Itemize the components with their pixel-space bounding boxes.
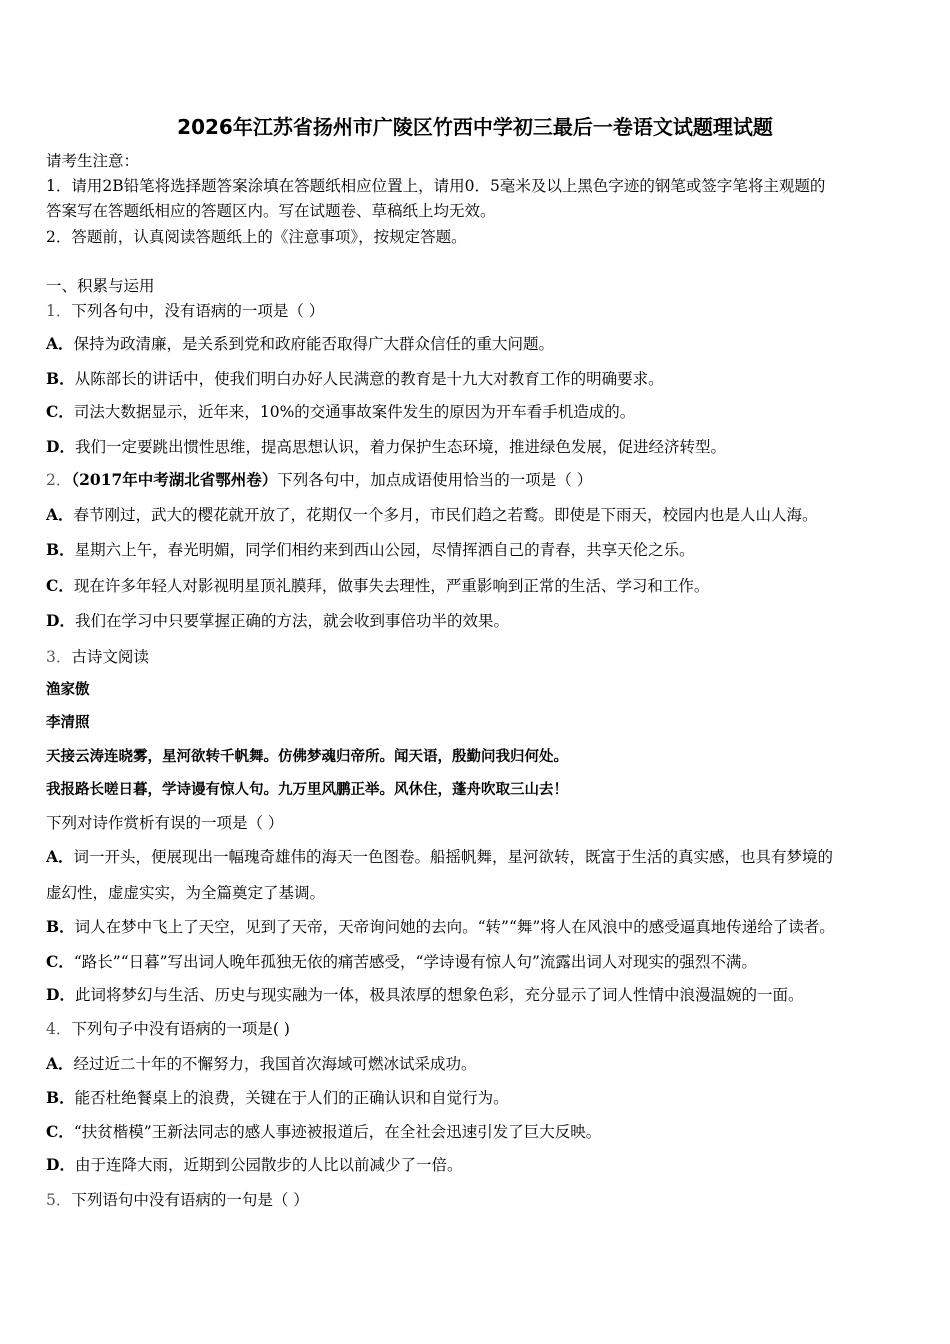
notice-line: 2．答题前，认真阅读答题纸上的《注意事项》，按规定答题。 <box>46 228 467 246</box>
option-text: 词一开头，便展现出一幅瑰奇雄伟的海天一色图卷。船摇帆舞，星河欲转，既富于生活的真实感，也具有梦境的 <box>73 848 834 866</box>
question-number: 4． <box>46 1020 72 1038</box>
question-5 <box>46 1190 309 1210</box>
option-text: 从陈部长的讲话中，使我们明白办好人民满意的教育是十九大对教育工作的明确要求。 <box>74 370 664 388</box>
option-text: 我们一定要跳出惯性思维，提高思想认识，着力保护生态环境，推进绿色发展，促进经济转型。 <box>74 438 726 456</box>
section-heading: 一、积累与运用 <box>46 277 155 295</box>
question-prompt: 下列对诗作赏析有误的一项是（ ） <box>46 814 284 832</box>
option-b <box>46 1088 509 1108</box>
question-3 <box>46 647 149 667</box>
option-label: B． <box>46 1088 75 1107</box>
option-b <box>46 369 664 389</box>
option-text: 司法大数据显示，近年来，10%的交通事故案件发生的原因为开车看手机造成的。 <box>73 403 636 421</box>
question-stem: 古诗文阅读 <box>71 648 149 666</box>
question-2 <box>46 470 592 490</box>
option-label: B． <box>46 369 75 388</box>
option-c <box>46 1122 601 1142</box>
notice-heading: 请考生注意： <box>46 152 140 170</box>
option-text: 经过近二十年的不懈努力，我国首次海域可燃冰试采成功。 <box>73 1055 477 1073</box>
notice-line: 答案写在答题纸相应的答题区内。写在试题卷、草稿纸上均无效。 <box>46 202 496 220</box>
option-label: A． <box>46 1054 74 1073</box>
question-number: 1． <box>46 302 72 320</box>
option-text: 此词将梦幻与生活、历史与现实融为一体，极具浓厚的想象色彩，充分显示了词人性情中浪漫温婉的一面。 <box>74 986 804 1004</box>
option-text: 词人在梦中飞上了天空，见到了天帝，天帝询问她的去向。“转”“舞”将人在风浪中的感受逼真地传递给了读者。 <box>74 918 835 936</box>
option-text: 春节刚过，武大的樱花就开放了，花期仅一个多月，市民们趋之若鹜。即使是下雨天，校园内也是人山人海。 <box>73 506 818 524</box>
option-label: C． <box>46 952 74 971</box>
question-source: （2017年中考湖北省鄂州卷） <box>71 470 278 489</box>
option-label: C． <box>46 402 74 421</box>
notice-line: 1．请用2B铅笔将选择题答案涂填在答题纸相应位置上，请用0．5毫米及以上黑色字迹的钢笔或签字笔将主观题的 <box>46 177 826 195</box>
option-c <box>46 576 709 596</box>
option-text: 保持为政清廉，是关系到党和政府能否取得广大群众信任的重大问题。 <box>73 335 555 353</box>
option-d <box>46 611 509 631</box>
option-label: D． <box>46 437 75 456</box>
option-label: D． <box>46 611 75 630</box>
option-text: 星期六上午，春光明媚，同学们相约来到西山公园，尽情挥洒自己的青春，共享天伦之乐。 <box>74 541 695 559</box>
poem-title: 渔家傲 <box>46 681 90 698</box>
option-text: 由于连降大雨，近期到公园散步的人比以前减少了一倍。 <box>74 1156 463 1174</box>
question-stem: 下列句子中没有语病的一项是( ) <box>71 1020 290 1038</box>
option-a-continued: 虚幻性，虚虚实实，为全篇奠定了基调。 <box>46 884 326 902</box>
option-label: D． <box>46 1155 75 1174</box>
option-label: D． <box>46 985 75 1004</box>
question-stem: 下列各句中，没有语病的一项是（ ） <box>71 302 325 320</box>
option-text: “扶贫楷模”王新法同志的感人事迹被报道后，在全社会迅速引发了巨大反映。 <box>73 1123 602 1141</box>
option-d <box>46 985 803 1005</box>
option-a <box>46 334 554 354</box>
poem-line: 天接云涛连晓雾，星河欲转千帆舞。仿佛梦魂归帝所。闻天语，殷勤问我归何处。 <box>46 748 568 765</box>
option-a <box>46 847 833 867</box>
option-a <box>46 505 818 525</box>
option-label: C． <box>46 576 74 595</box>
option-c <box>46 402 635 422</box>
option-d <box>46 1155 462 1175</box>
option-b <box>46 540 695 560</box>
option-c <box>46 952 757 972</box>
question-number: 3． <box>46 648 72 666</box>
question-1 <box>46 301 324 321</box>
question-number: 2． <box>46 471 72 489</box>
question-number: 5． <box>46 1191 72 1209</box>
option-a <box>46 1054 477 1074</box>
question-4 <box>46 1019 290 1039</box>
option-text: 能否杜绝餐桌上的浪费，关键在于人们的正确认识和自觉行为。 <box>74 1089 509 1107</box>
option-text: 现在许多年轻人对影视明星顶礼膜拜，做事失去理性，严重影响到正常的生活、学习和工作。 <box>73 577 710 595</box>
option-label: B． <box>46 917 75 936</box>
option-d <box>46 437 726 457</box>
option-label: A． <box>46 334 74 353</box>
poem-author: 李清照 <box>46 714 90 731</box>
poem-line: 我报路长嗟日暮，学诗谩有惊人句。九万里风鹏正举。风休住，蓬舟吹取三山去！ <box>46 781 568 798</box>
document-title: 2026年江苏省扬州市广陵区竹西中学初三最后一卷语文试题理试题 <box>177 115 773 139</box>
option-text: “路长”“日暮”写出词人晚年孤独无依的痛苦感受，“学诗谩有惊人句”流露出词人对现实的强烈不满。 <box>73 953 757 971</box>
option-text: 我们在学习中只要掌握正确的方法，就会收到事倍功半的效果。 <box>74 612 509 630</box>
option-label: B． <box>46 540 75 559</box>
option-label: C． <box>46 1122 74 1141</box>
question-stem: 下列语句中没有语病的一句是（ ） <box>71 1191 309 1209</box>
option-label: A． <box>46 847 74 866</box>
question-stem: 下列各句中，加点成语使用恰当的一项是（ ） <box>277 471 593 489</box>
option-label: A． <box>46 505 74 524</box>
option-b <box>46 917 835 937</box>
